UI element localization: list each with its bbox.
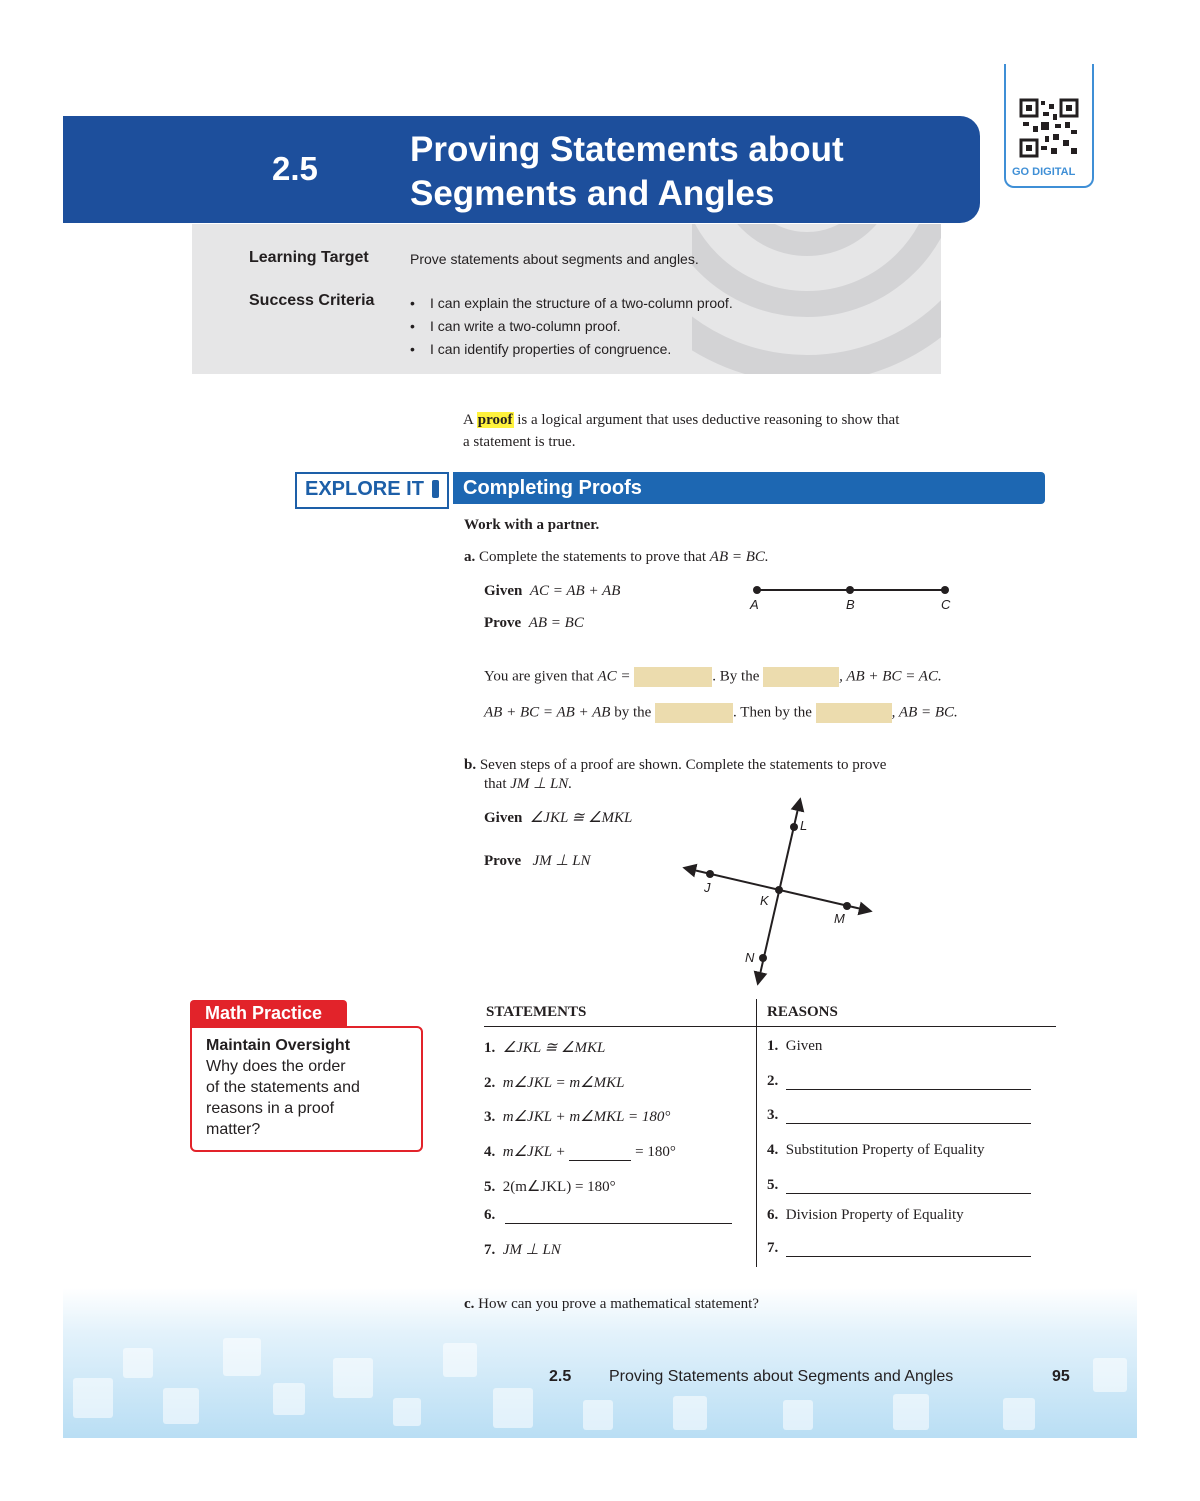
statement-row: 2. m∠JKL = m∠MKL <box>484 1075 625 1091</box>
statement-row: 3. m∠JKL + m∠MKL = 180° <box>484 1109 671 1125</box>
decor-square <box>583 1400 613 1430</box>
label-b: B <box>846 597 855 612</box>
footer-title: Proving Statements about Segments and Angles <box>609 1368 954 1385</box>
lesson-title-line2: Segments and Angles <box>410 174 775 213</box>
segment-abc-diagram <box>745 582 960 614</box>
statement-row: 6. <box>484 1207 732 1224</box>
decor-square <box>493 1388 533 1428</box>
reason-row: 2. <box>767 1073 1031 1090</box>
learning-target-text: Prove statements about segments and angles. <box>410 251 699 267</box>
explore-it-label: EXPLORE IT <box>305 478 424 500</box>
label-n: N <box>745 950 755 965</box>
label-j: J <box>704 880 711 895</box>
success-criteria-list <box>410 292 733 361</box>
decor-square <box>333 1358 373 1398</box>
proof-term: proof <box>477 412 513 428</box>
learning-target-label: Learning Target <box>249 249 369 266</box>
perpendicular-lines-diagram <box>680 795 880 990</box>
reasons-header: REASONS <box>767 1004 838 1020</box>
answer-line[interactable] <box>786 1179 1031 1194</box>
lesson-title-line1: Proving Statements about <box>410 130 844 169</box>
page-number: 95 <box>1052 1368 1070 1385</box>
statement-row: 7. JM ⊥ LN <box>484 1242 561 1258</box>
reason-row: 5. <box>767 1177 1031 1194</box>
reason-row: 3. <box>767 1107 1031 1124</box>
explore-exclamation-icon <box>432 480 439 498</box>
footer-section-number: 2.5 <box>549 1368 572 1385</box>
answer-blank[interactable] <box>655 703 733 723</box>
part-c-question: c. How can you prove a mathematical statement? <box>464 1296 759 1312</box>
decor-square <box>783 1400 813 1430</box>
part-b-prove: Prove JM ⊥ LN <box>484 853 591 869</box>
statements-header: STATEMENTS <box>486 1004 587 1020</box>
table-header-rule <box>484 1026 1056 1027</box>
statement-row: 5. 2(m∠JKL) = 180° <box>484 1179 616 1195</box>
part-a-sentence-2: AB + BC = AB + AB by the . Then by the , AB = BC. <box>484 703 958 723</box>
criteria-item: • I can write a two-column proof. <box>410 318 621 334</box>
answer-line[interactable] <box>505 1209 732 1224</box>
part-a-prove: Prove AB = BC <box>484 615 584 631</box>
decor-square <box>1003 1398 1035 1430</box>
reason-row: 7. <box>767 1240 1031 1257</box>
part-b-given: Given ∠JKL ≅ ∠MKL <box>484 810 633 826</box>
part-a-given: Given AC = AB + AB <box>484 583 621 599</box>
answer-blank[interactable] <box>763 667 839 687</box>
point-a <box>753 586 761 594</box>
criteria-item: • I can explain the structure of a two-column proof. <box>410 295 733 311</box>
point-b <box>846 586 854 594</box>
answer-blank[interactable] <box>816 703 892 723</box>
label-l: L <box>800 818 808 833</box>
part-a-sentence-1: You are given that AC = . By the , AB + BC = AC. <box>484 667 942 687</box>
part-b-prompt: b. Seven steps of a proof are shown. Complete the statements to prove that JM ⊥ LN. <box>464 757 887 792</box>
math-practice-label: Math Practice <box>205 1003 323 1023</box>
explore-title: Completing Proofs <box>463 477 642 499</box>
answer-blank[interactable] <box>634 667 712 687</box>
point-l <box>790 823 798 831</box>
answer-line[interactable] <box>786 1242 1031 1257</box>
decor-square <box>223 1338 261 1376</box>
math-practice-heading: Maintain Oversight <box>206 1037 351 1054</box>
part-a-prompt: a. Complete the statements to prove that AB = BC. <box>464 549 769 565</box>
answer-line[interactable] <box>569 1146 631 1161</box>
answer-line[interactable] <box>786 1075 1031 1090</box>
point-c <box>941 586 949 594</box>
qr-code-icon[interactable] <box>1019 98 1079 158</box>
decor-square <box>163 1388 199 1424</box>
success-criteria-label: Success Criteria <box>249 292 375 309</box>
label-k: K <box>760 893 769 908</box>
decor-square <box>443 1343 477 1377</box>
statement-row: 4. m∠JKL + = 180° <box>484 1144 676 1160</box>
intro-paragraph: A proof is a logical argument that uses deductive reasoning to show that a statement is true. <box>463 412 900 450</box>
label-c: C <box>941 597 951 612</box>
lesson-number: 2.5 <box>272 150 318 187</box>
label-m: M <box>834 911 845 926</box>
go-digital-label[interactable]: GO DIGITAL <box>1012 166 1076 178</box>
decor-square <box>393 1398 421 1426</box>
point-k <box>775 886 783 894</box>
decor-square <box>273 1383 305 1415</box>
statement-row: 1. ∠JKL ≅ ∠MKL <box>484 1040 606 1056</box>
label-a: A <box>750 597 759 612</box>
reason-row: 1. Given <box>767 1038 823 1054</box>
decor-square <box>893 1394 929 1430</box>
math-practice-content: Maintain Oversight Why does the order of the statements and reasons in a proof matter? <box>206 1037 360 1138</box>
point-j <box>706 870 714 878</box>
decor-square <box>123 1348 153 1378</box>
lesson-title <box>410 128 844 216</box>
reason-row: 6. Division Property of Equality <box>767 1207 964 1223</box>
point-m <box>843 902 851 910</box>
table-column-divider <box>756 999 757 1267</box>
partner-instruction: Work with a partner. <box>464 517 600 533</box>
reason-row: 4. Substitution Property of Equality <box>767 1142 985 1158</box>
decor-square <box>673 1396 707 1430</box>
decor-square <box>1093 1358 1127 1392</box>
decor-square <box>73 1378 113 1418</box>
answer-line[interactable] <box>786 1109 1031 1124</box>
criteria-item: • I can identify properties of congruence. <box>410 341 672 357</box>
point-n <box>759 954 767 962</box>
